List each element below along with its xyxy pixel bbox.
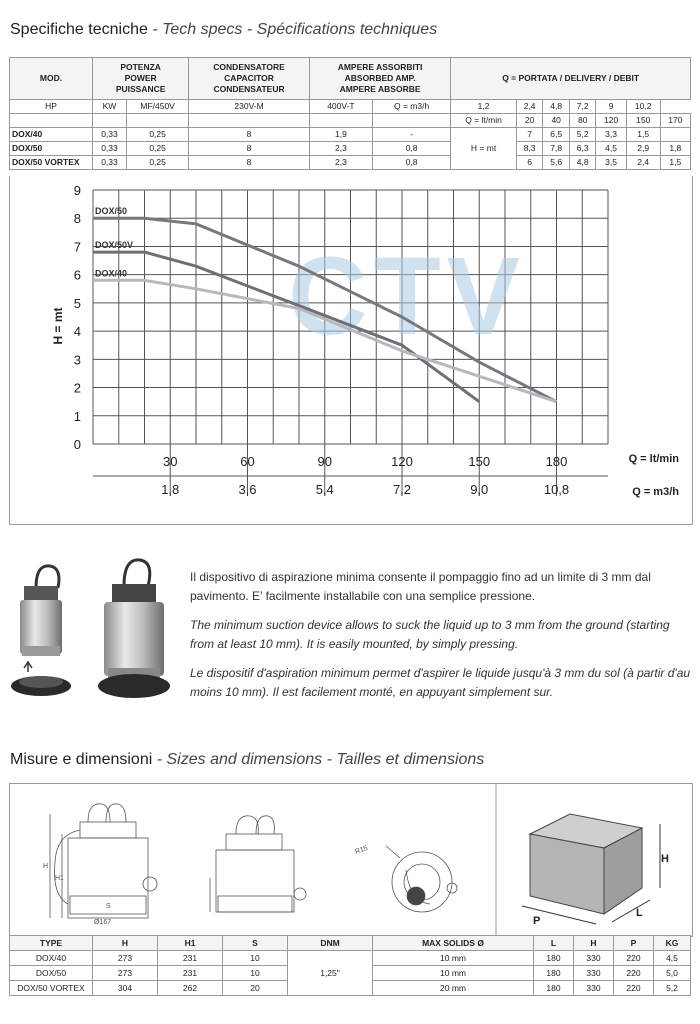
row-mod: DOX/40 <box>10 128 93 142</box>
cell: DOX/40 <box>10 951 93 966</box>
x-axis-label-m3h: Q = m3/h <box>632 486 679 498</box>
description-it: Il dispositivo di aspirazione minima consente il pompaggio fino ad un limite di 3 mm dal pavimento. E’ facilmente installabile con una semplice pressione. <box>190 570 651 603</box>
series-label: DOX/50 <box>95 206 128 217</box>
cell: 330 <box>573 951 613 966</box>
cell: 0,25 <box>126 128 188 142</box>
row-mod: DOX/50 VORTEX <box>10 156 93 170</box>
series-label: DOX/40 <box>95 268 128 279</box>
x-tick-label-m3h: 1,8 <box>161 482 180 497</box>
y-tick-label: 5 <box>73 295 81 311</box>
header-cell: L <box>534 936 574 951</box>
cell: - <box>372 128 450 142</box>
chart-svg <box>10 176 692 524</box>
q-m3h-label: Q = m3/h <box>372 100 450 114</box>
cell: 20 mm <box>373 981 534 996</box>
x-tick-label-lmin: 180 <box>545 454 568 469</box>
cell: 220 <box>613 981 653 996</box>
cell: 1,9 <box>309 128 372 142</box>
header-cell: H <box>93 936 158 951</box>
cell: 231 <box>158 951 223 966</box>
y-tick-label: 8 <box>73 211 81 227</box>
cell: 0,25 <box>126 142 188 156</box>
cell: DOX/50 VORTEX <box>10 981 93 996</box>
cell: 5,6 <box>543 156 570 170</box>
q-lmin-cell: 170 <box>660 114 690 128</box>
cell: 180 <box>534 966 574 981</box>
y-axis-label: H = mt <box>51 307 65 345</box>
cell: 10 mm <box>373 966 534 981</box>
cell: 5,2 <box>653 981 690 996</box>
cell: 6,5 <box>543 128 570 142</box>
x-tick-label-m3h: 9,0 <box>470 482 489 497</box>
q-lmin-cell: 40 <box>543 114 570 128</box>
cell: 0,33 <box>93 142 127 156</box>
x-tick-label-lmin: 120 <box>391 454 413 469</box>
q-m3h-cell: 1,2 <box>451 100 517 114</box>
box-l-label: L <box>636 907 643 919</box>
cell: 304 <box>93 981 158 996</box>
y-tick-label: 6 <box>73 267 81 283</box>
performance-chart <box>9 176 693 525</box>
q-lmin-cell: 20 <box>516 114 543 128</box>
q-m3h-cell: 10,2 <box>626 100 660 114</box>
description-en: The minimum suction device allows to suck the liquid up to 3 mm from the ground (starting from at least 10 mm). It is easily mounted, by simply pressing. <box>190 618 670 651</box>
cell: 2,9 <box>626 142 660 156</box>
cell <box>660 128 690 142</box>
cell: 10 <box>223 951 288 966</box>
cell: 7,8 <box>543 142 570 156</box>
x-axis-label-lmin: Q = lt/min <box>628 453 679 465</box>
cell: 7 <box>516 128 543 142</box>
x-tick-label-lmin: 90 <box>317 454 332 469</box>
header-cell: P <box>613 936 653 951</box>
y-tick-label: 9 <box>73 183 81 198</box>
table-row <box>10 156 691 170</box>
box-h-label: H <box>661 853 669 865</box>
cell: 0,33 <box>93 156 127 170</box>
col-capacitor: CONDENSATORE CAPACITOR CONDENSATEUR <box>189 58 310 100</box>
section-title-sub: - Sizes and dimensions - Tailles et dimensions <box>156 751 485 768</box>
header-cell: H <box>573 936 613 951</box>
cell: 10 <box>223 966 288 981</box>
q-m3h-cell: 7,2 <box>569 100 596 114</box>
cell: 10 mm <box>373 951 534 966</box>
pump-small-image <box>11 566 71 696</box>
pump-side-drawing <box>210 816 306 912</box>
col-power: POTENZA POWER PUISSANCE <box>93 58 189 100</box>
cell: 6 <box>516 156 543 170</box>
pump-front-drawing <box>50 804 157 918</box>
cell: 273 <box>93 966 158 981</box>
cell: 220 <box>613 966 653 981</box>
cell: 262 <box>158 981 223 996</box>
y-tick-label: 3 <box>73 352 81 368</box>
y-tick-label: 1 <box>73 408 81 424</box>
cell: 0,25 <box>126 156 188 170</box>
y-tick-label: 7 <box>73 239 81 255</box>
row-mod: DOX/50 <box>10 142 93 156</box>
cell: 2,3 <box>309 142 372 156</box>
cell: 2,3 <box>309 156 372 170</box>
header-cell: H1 <box>158 936 223 951</box>
pump-product-images <box>6 558 186 708</box>
cell: 180 <box>534 951 574 966</box>
section-title-dimensions <box>10 751 484 769</box>
dnm-cell: 1,25" <box>288 951 373 996</box>
dim-h1-label: H1 <box>55 875 64 882</box>
section-title-main: Specifiche tecniche <box>10 21 148 38</box>
sub-400: 400V-T <box>309 100 372 114</box>
cell: 1,8 <box>660 142 690 156</box>
header-cell: TYPE <box>10 936 93 951</box>
x-tick-label-lmin: 150 <box>468 454 491 469</box>
cell: 330 <box>573 981 613 996</box>
cell: 8 <box>189 142 310 156</box>
x-tick-label-lmin: 30 <box>163 454 178 469</box>
cell: 0,8 <box>372 142 450 156</box>
table-row <box>10 128 691 142</box>
cell: 220 <box>613 951 653 966</box>
dim-dia-label: Ø167 <box>94 919 112 926</box>
h-label: H = mt <box>451 128 517 170</box>
cell: 3,5 <box>596 156 626 170</box>
sub-230: 230V-M <box>189 100 310 114</box>
cell: 330 <box>573 966 613 981</box>
y-tick-label: 0 <box>73 437 81 452</box>
table-row <box>10 951 691 966</box>
q-lmin-cell: 150 <box>626 114 660 128</box>
section-title-sub: - Tech specs - Spécifications techniques <box>152 21 438 38</box>
section-title-main: Misure e dimensioni <box>10 751 153 768</box>
cell: 1,5 <box>660 156 690 170</box>
y-tick-label: 2 <box>73 380 81 396</box>
q-m3h-cell: 2,4 <box>516 100 543 114</box>
dim-h-label: H <box>43 863 49 870</box>
header-cell: KG <box>653 936 690 951</box>
cell: 0,8 <box>372 156 450 170</box>
cell: 8 <box>189 128 310 142</box>
cell: 6,3 <box>569 142 596 156</box>
cell: 0,33 <box>93 128 127 142</box>
header-cell: DNM <box>288 936 373 951</box>
col-ampere: AMPERE ASSORBITI ABSORBED AMP. AMPERE ABSORBE <box>309 58 450 100</box>
q-m3h-cell: 4,8 <box>543 100 570 114</box>
cell: 4,5 <box>653 951 690 966</box>
series-label: DOX/50V <box>95 240 134 251</box>
dim-s-label: S <box>106 903 111 910</box>
header-cell: S <box>223 936 288 951</box>
sub-hp: HP <box>10 100 93 114</box>
cell: 4,5 <box>596 142 626 156</box>
cell: 231 <box>158 966 223 981</box>
cell: 1,5 <box>626 128 660 142</box>
cell: 8,3 <box>516 142 543 156</box>
cell: 4,8 <box>569 156 596 170</box>
section-title-specs <box>10 21 437 39</box>
cell: 3,3 <box>596 128 626 142</box>
pump-large-image <box>98 560 170 698</box>
sub-kw: KW <box>93 100 127 114</box>
cell: DOX/50 <box>10 966 93 981</box>
description-fr: Le dispositif d'aspiration minimum permet d'aspirer le liquide jusqu'à 3 mm du sol (à partir d'au moins 10 mm). Il est facilement monté, en appuyant simplement sur. <box>190 666 691 699</box>
cell: 5,0 <box>653 966 690 981</box>
x-tick-label-m3h: 3,6 <box>238 482 257 497</box>
drawings-svg <box>10 784 692 936</box>
cell: 180 <box>534 981 574 996</box>
x-tick-label-m3h: 10,8 <box>543 482 570 497</box>
pump-bottom-drawing <box>386 846 457 912</box>
box-p-label: P <box>533 915 541 927</box>
x-tick-label-m3h: 5,4 <box>315 482 334 497</box>
watermark-logo: CTV <box>288 235 526 358</box>
col-mod: MOD. <box>10 58 93 100</box>
x-tick-label-m3h: 7,2 <box>392 482 412 497</box>
cell: 273 <box>93 951 158 966</box>
q-lmin-cell: 80 <box>569 114 596 128</box>
dim-r-label: R15 <box>354 844 369 856</box>
cell: 5,2 <box>569 128 596 142</box>
dimension-drawings <box>9 783 693 937</box>
q-m3h-cell: 9 <box>596 100 626 114</box>
q-lmin-label: Q = lt/min <box>451 114 517 128</box>
cell: 8 <box>189 156 310 170</box>
x-tick-label-lmin: 60 <box>240 454 255 469</box>
sub-mf: MF/450V <box>126 100 188 114</box>
y-tick-label: 4 <box>73 324 81 340</box>
dimensions-table <box>9 935 691 996</box>
description-block <box>190 568 692 712</box>
q-lmin-cell: 120 <box>596 114 626 128</box>
specs-table <box>9 57 691 170</box>
table-row <box>10 142 691 156</box>
header-cell: MAX SOLIDS Ø <box>373 936 534 951</box>
col-flow: Q = PORTATA / DELIVERY / DEBIT <box>451 58 691 100</box>
cell: 20 <box>223 981 288 996</box>
cell: 2,4 <box>626 156 660 170</box>
